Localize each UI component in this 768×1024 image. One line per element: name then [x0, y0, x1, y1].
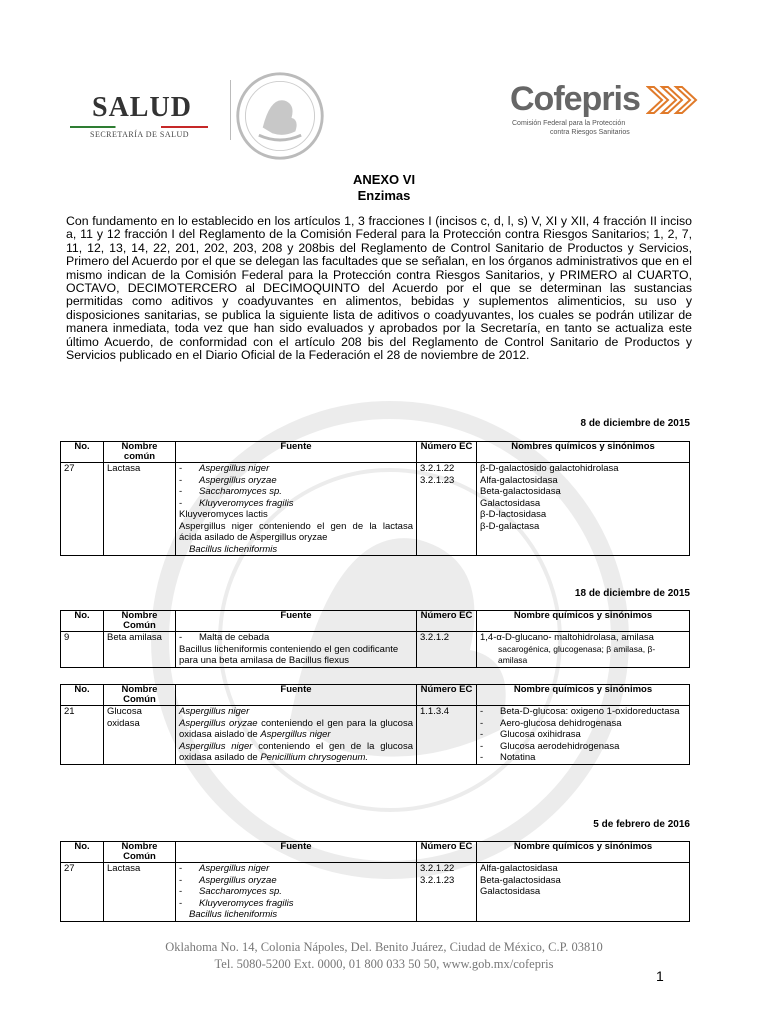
source-item: - Saccharomyces sp. [179, 486, 282, 497]
section-date: 8 de diciembre de 2015 [580, 418, 690, 429]
cell-fuente [176, 632, 417, 668]
cell-ec: 3.2.1.2 [417, 632, 477, 668]
col-fuente: Fuente [176, 442, 417, 463]
table-row [61, 863, 690, 922]
cofepris-logo [510, 80, 710, 137]
col-no: No. [61, 842, 104, 863]
col-ec: Número EC [417, 611, 477, 632]
source-item: Bacillus licheniformis conteniendo el gen codificante para una beta amilasa de Bacillus flexus [179, 643, 399, 666]
col-sinonimos: Nombres químicos y sinónimos [477, 442, 690, 463]
annex-subtitle: Enzimas [357, 188, 411, 203]
enzyme-table [60, 841, 690, 922]
col-fuente: Fuente [176, 842, 417, 863]
cell-ec: 1.1.3.4 [417, 706, 477, 765]
col-sinonimos: Nombre químicos y sinónimos [477, 611, 690, 632]
table-row [61, 463, 690, 556]
cell-sinonimos: Alfa-galactosidasa Beta-galactosidasa Galactosidasa [477, 863, 690, 922]
source-item: - Kluyveromyces fragilis [179, 497, 294, 509]
enzyme-table [60, 441, 690, 556]
cell-ec: 3.2.1.22 3.2.1.23 [417, 863, 477, 922]
cell-fuente [176, 463, 417, 556]
source-item: Aspergillus niger conteniendo el gen de la lactasa ácida asilado de Aspergillus oryzae [179, 520, 413, 543]
footer-address: Oklahoma No. 14, Colonia Nápoles, Del. Benito Juárez, Ciudad de México, C.P. 03810 [165, 940, 603, 954]
cell-sinonimos: 1,4-α-D-glucano- maltohidrolasa, amilasa sacarogénica, glucogenasa; β amilasa, β- amilasa [477, 632, 690, 668]
col-nombre: Nombre Común [104, 611, 176, 632]
cell-fuente [176, 706, 417, 765]
cell-nombre: Lactasa [104, 863, 176, 922]
footer-contact: Tel. 5080-5200 Ext. 0000, 01 800 033 50 50, www.gob.mx/cofepris [214, 957, 554, 971]
col-ec: Número EC [417, 685, 477, 706]
cofepris-arrows-icon [646, 85, 698, 115]
cell-fuente [176, 863, 417, 922]
table-header-row [61, 842, 690, 863]
cofepris-subtitle-2: contra Riesgos Sanitarios [550, 129, 630, 136]
cell-nombre: Beta amilasa [104, 632, 176, 668]
salud-logo-rule [70, 126, 208, 128]
enzyme-table [60, 684, 690, 765]
source-item: Bacillus licheniformis [189, 543, 278, 555]
cofepris-logo-text: Cofepris [510, 80, 640, 118]
cofepris-subtitle-1: Comisión Federal para la Protección [512, 120, 626, 127]
page-header [0, 0, 768, 160]
cell-no: 21 [61, 706, 104, 765]
cell-no: 27 [61, 863, 104, 922]
source-item: Aspergillus niger conteniendo el gen de la glucosa oxidasa asilado de Penicillium chrysogenum. [179, 740, 413, 763]
col-ec: Número EC [417, 442, 477, 463]
col-sinonimos: Nombre químicos y sinónimos [477, 685, 690, 706]
cell-no: 9 [61, 632, 104, 668]
header-divider [230, 80, 231, 140]
col-no: No. [61, 442, 104, 463]
cell-sinonimos: β-D-galactosido galactohidrolasa Alfa-galactosidasa Beta-galactosidasa Galactosidasa β-D-lactosidasa β-D-galactasa [477, 463, 690, 556]
cell-no: 27 [61, 463, 104, 556]
table-header-row [61, 685, 690, 706]
cell-ec: 3.2.1.22 3.2.1.23 [417, 463, 477, 556]
col-fuente: Fuente [176, 685, 417, 706]
page-number: 1 [656, 968, 664, 984]
cell-nombre: Lactasa [104, 463, 176, 556]
table-header-row [61, 611, 690, 632]
col-sinonimos: Nombre químicos y sinónimos [477, 842, 690, 863]
table-row [61, 706, 690, 765]
col-nombre: Nombre Común [104, 685, 176, 706]
salud-logo-subtitle: SECRETARÍA DE SALUD [90, 130, 190, 139]
table-row [61, 632, 690, 668]
source-item: Bacillus licheniformis [189, 909, 278, 920]
source-item: Aspergillus niger [179, 706, 250, 717]
source-item: - Aspergillus niger [179, 463, 270, 474]
col-ec: Número EC [417, 842, 477, 863]
salud-logo [70, 92, 210, 139]
table-header-row [61, 442, 690, 463]
section-date: 18 de diciembre de 2015 [574, 588, 690, 599]
source-item: - Malta de cebada [179, 632, 270, 643]
section-date: 5 de febrero de 2016 [593, 819, 690, 830]
mexico-seal-icon [232, 68, 328, 164]
intro-paragraph: Con fundamento en lo establecido en los artículos 1, 3 fracciones I (incisos c, d, l, s) V, XI y XII, 4 fracción II inciso a, 11 y 12 fracción I del Reglamento de la Comisión Federal para la Protección contra Riesgos Sanitarios; 1, 2, 7, 11, 12, 13, 14, 22, 201, 202, 203, 208 y 208bis del Reglamento de Control Sanitario de Productos y Servicios, Primero del Acuerdo por el que se delegan las facultades que se señalan, en los órganos administrativos que en el mismo indican de la Comisión Federal para la Protección contra Riesgos Sanitarios, y PRIMERO al CUARTO, OCTAVO, DECIMOTERCERO al DECIMOQUINTO del Acuerdo por el que se determinan las sustancias permitidas como aditivos y coadyuvantes en alimentos, bebidas y suplementos alimenticios, su uso y disposiciones sanitarias, se publica la siguiente lista de aditivos o coadyuvantes, los cuales se podrán utilizar de manera inmediata, toda vez que han sido evaluados y aprobados por la Secretaría, en tanto se actualiza este último Acuerdo, de conformidad con el artículo 208 bis del Reglamento de Control Sanitario de Productos y Servicios publicado en el Diario Oficial de la Federación el 28 de noviembre de 2012. [66, 214, 692, 363]
col-nombre: Nombre común [104, 442, 176, 463]
col-no: No. [61, 685, 104, 706]
annex-title: ANEXO VI [352, 172, 416, 187]
source-item: - Kluyveromyces fragilis [179, 897, 294, 909]
source-item: Aspergillus oryzae conteniendo el gen para la glucosa oxidasa aislado de Aspergillus niger [179, 717, 413, 740]
source-item: - Aspergillus oryzae [179, 874, 277, 886]
source-item: - Saccharomyces sp. [179, 886, 282, 897]
salud-logo-text: SALUD [92, 92, 192, 123]
page-footer [0, 939, 768, 973]
source-item: - Aspergillus niger [179, 863, 270, 874]
col-nombre: Nombre Común [104, 842, 176, 863]
source-item: Kluyveromyces lactis [179, 509, 268, 520]
col-no: No. [61, 611, 104, 632]
cell-sinonimos: - Beta-D-glucosa: oxigeno 1-oxidoreductasa - Aero-glucosa dehidrogenasa - Glucosa oxihidrasa - Glucosa aerodehidrogenasa - Notatina [477, 706, 690, 765]
source-item: - Aspergillus oryzae [179, 474, 277, 486]
col-fuente: Fuente [176, 611, 417, 632]
cell-nombre: Glucosa oxidasa [104, 706, 176, 765]
enzyme-table [60, 610, 690, 668]
